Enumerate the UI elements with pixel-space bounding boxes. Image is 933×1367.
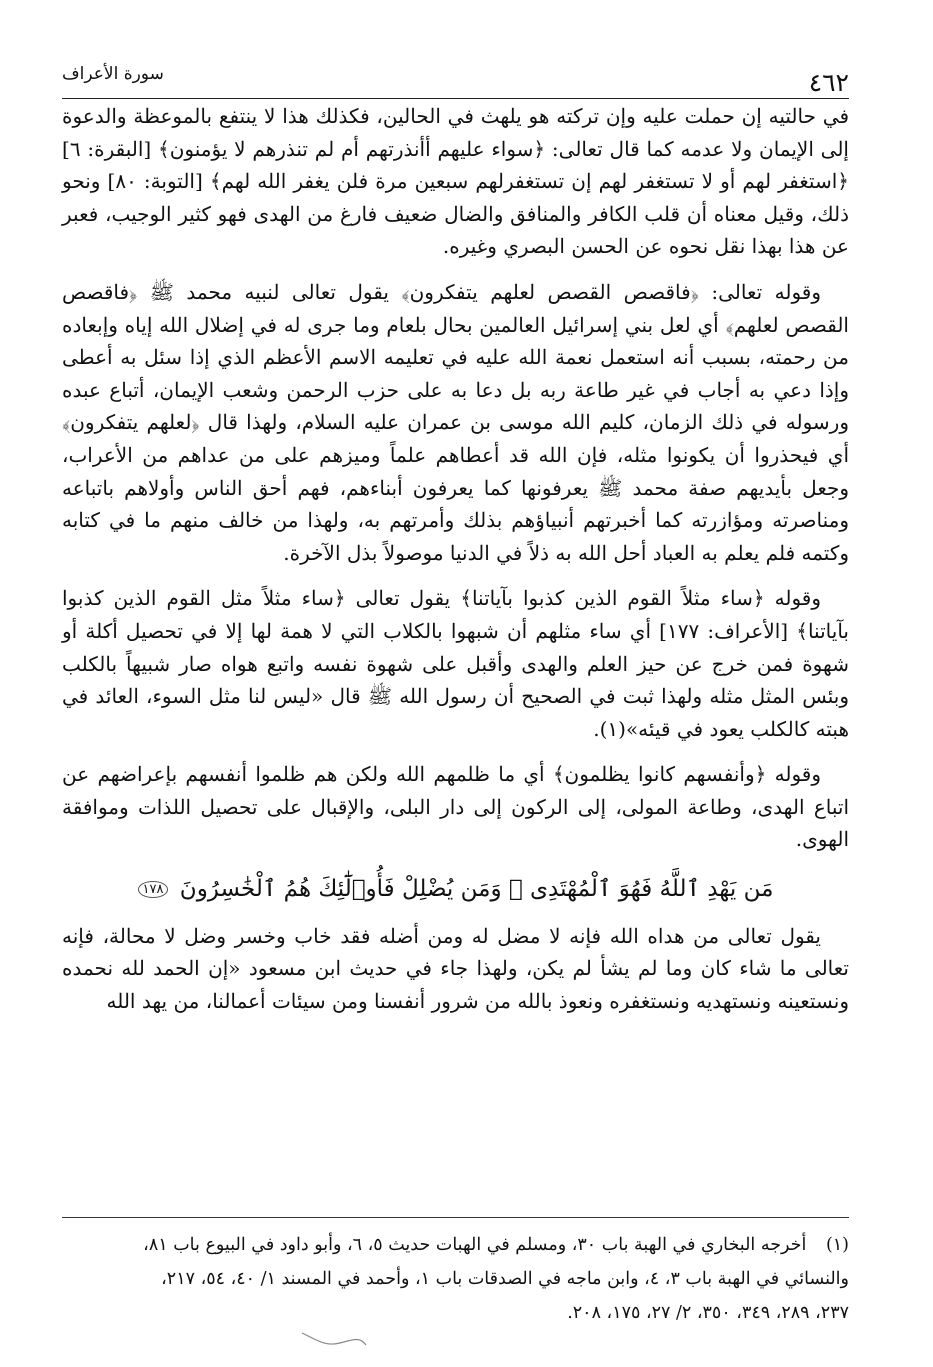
- page-body: [62, 100, 849, 1030]
- footnote-line: [62, 1228, 849, 1262]
- paragraph: يقول تعالى من هداه الله فإنه لا مضل له ومن أضله فقد خاب وخسر وضل لا محالة، فإنه تعالى ما شاء كان وما لم يشأ لم يكن، ولهذا جاء في حديث ابن مسعود «إن الحمد لله نحمده ونستعينه ونستهديه ونستغفره ونعوذ بالله من شرور أنفسنا ومن سيئات أعمالنا، من يهد الله: [62, 923, 849, 1013]
- paragraph: وقوله ﴿ساء مثلاً القوم الذين كذبوا بآياتنا﴾ يقول تعالى ﴿ساء مثلاً مثل القوم الذين كذبوا بآياتنا﴾ [الأعراف: ١٧٧] أي ساء مثلهم أن شبهوا بالكلاب التي لا همة لها إلا في تحصيل أكلة أو شهوة فمن خرج عن حيز العلم والهدى وأقبل على شهوة نفسه واتبع هواه صار شبيهاً بالكلب وبئس المثل مثله ولهذا ثبت في الصحيح أن رسول الله ﷺ قال «ليس لنا مثل السوء، العائد في هبته كالكلب يعود في قيئه»(١).: [62, 586, 849, 741]
- verse-number: ١٧٨: [138, 881, 169, 898]
- scan-mark-icon: [300, 1325, 370, 1355]
- surah-title: سورة الأعراف: [62, 64, 164, 84]
- page-header: [62, 58, 849, 99]
- footnote-marker: (١): [825, 1235, 849, 1255]
- quran-verse: [62, 869, 849, 910]
- paragraph: وقوله تعالى: ﴿فاقصص القصص لعلهم يتفكرون﴾ يقول تعالى لنبيه محمد ﷺ ﴿فاقصص القصص لعلهم﴾ أي لعل بني إسرائيل العالمين بحال بلعام وما جرى له في إضلال الله إياه وإبعاده من رحمته، بسبب أنه استعمل نعمة الله عليه في تعليمه الاسم الأعظم الذي إذا سئل به أعطى وإذا دعي به أجاب في غير طاعة ربه بل دعا به على حزب الرحمن وشعب الإيمان، أتباع عبده ورسوله في ذلك الزمان، كليم الله موسى بن عمران عليه السلام، ولهذا قال ﴿لعلهم يتفكرون﴾ أي فيحذروا أن يكونوا مثله، فإن الله قد أعطاهم علماً وميزهم على من عداهم من الأعراب، وجعل بأيديهم صفة محمد ﷺ يعرفونها كما يعرفون أبناءهم، فهم أحق الناس وأولاهم باتباعه ومناصرته ومؤازرته كما أخبرتهم أنبياؤهم بذلك وأمرتهم به، ولهذا من خالف منهم ما في كتابه وكتمه فلم يعلم به العباد أحل الله به ذلاً في الدنيا موصولاً بذل الآخرة.: [62, 279, 849, 565]
- footnotes: [62, 1217, 849, 1330]
- footnote-line: والنسائي في الهبة باب ٣، ٤، وابن ماجه في الصدقات باب ١، وأحمد في المسند ١/ ٤٠، ٥٤، ٢١٧،: [161, 1269, 849, 1289]
- footnote-text: أخرجه البخاري في الهبة باب ٣٠، ومسلم في الهبات حديث ٥، ٦، وأبو داود في البيوع باب ٨١،: [143, 1235, 807, 1255]
- verse-text: مَن يَهْدِ ٱللَّهُ فَهُوَ ٱلْمُهْتَدِى ۖ وَمَن يُضْلِلْ فَأُو۟لَٰٓئِكَ هُمُ ٱلْخَٰسِرُونَ: [179, 876, 774, 903]
- footnote-line: ٢٣٧، ٢٨٩، ٣٤٩، ٣٥٠، ٢/ ٢٧، ١٧٥، ٢٠٨.: [567, 1303, 849, 1323]
- page-number: ٤٦٢: [808, 68, 849, 97]
- paragraph: في حالتيه إن حملت عليه وإن تركته هو يلهث في الحالين، فكذلك هذا لا ينتفع بالموعظة والدعوة إلى الإيمان ولا عدمه كما قال تعالى: ﴿سواء عليهم أأنذرتهم أم لم تنذرهم لا يؤمنون﴾ [البقرة: ٦] ﴿استغفر لهم أو لا تستغفر لهم إن تستغفرلهم سبعين مرة فلن يغفر الله لهم﴾ [التوبة: ٨٠] ونحو ذلك، وقيل معناه أن قلب الكافر والمنافق والضال ضعيف فارغ من الهدى فهو كثير الوجيب، فعبر عن هذا بهذا نقل نحوه عن الحسن البصري وغيره.: [62, 104, 849, 259]
- paragraph: وقوله ﴿وأنفسهم كانوا يظلمون﴾ أي ما ظلمهم الله ولكن هم ظلموا أنفسهم بإعراضهم عن اتباع الهدى، وطاعة المولى، إلى الركون إلى دار البلى، والإقبال على تحصيل اللذات وموافقة الهوى.: [62, 762, 849, 852]
